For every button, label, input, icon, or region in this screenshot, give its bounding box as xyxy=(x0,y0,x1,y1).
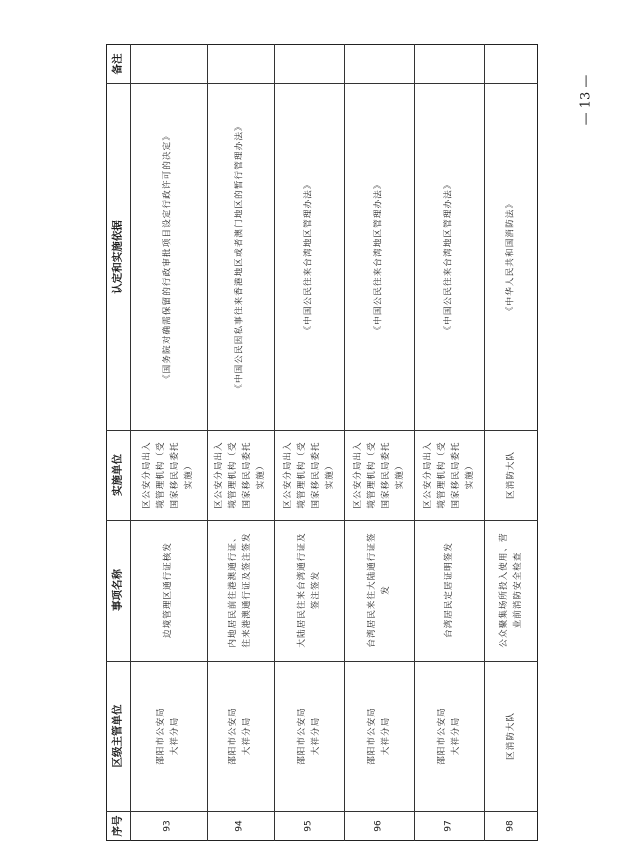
row-item-line: 签注签发 xyxy=(311,570,321,610)
row-item-line: 边境管理区通行证核发 xyxy=(163,542,173,638)
row-dept-line: 邵阳市公安局 xyxy=(228,707,238,765)
row-dept-line: 大祥分局 xyxy=(381,716,391,756)
row-dept-line: 邵阳市公安局 xyxy=(156,707,166,765)
row-basis: 《中华人民共和国消防法》 xyxy=(505,198,516,316)
row-unit xyxy=(140,441,196,508)
row-dept xyxy=(504,712,518,760)
row-divider xyxy=(106,661,538,662)
column-divider xyxy=(414,44,415,841)
row-divider xyxy=(106,520,538,521)
header-item: 事项名称 xyxy=(111,569,124,611)
page-number: — 13 — xyxy=(578,74,594,126)
row-dept-line: 大祥分局 xyxy=(170,716,180,756)
row-item-line: 内地居民前往港澳通行证、 xyxy=(228,532,238,648)
row-dept xyxy=(154,707,182,765)
row-basis: 《中国公民往来台湾地区管理办法》 xyxy=(373,179,384,335)
row-unit-line: 实施） xyxy=(256,460,266,490)
row-basis: 《中国公民因私事往来香港地区或者澳门地区的暂行管理办法》 xyxy=(234,121,245,393)
row-unit-line: 区公安分局出入 xyxy=(283,441,293,509)
column-divider xyxy=(484,44,485,841)
row-seq: 97 xyxy=(443,820,454,832)
row-item-line: 大陆居民往来台湾通行证及 xyxy=(297,532,307,648)
row-item xyxy=(226,532,254,647)
row-dept-line: 区消防大队 xyxy=(506,712,516,760)
row-item-line: 往来港澳通行证及签注签发 xyxy=(242,532,252,648)
row-divider xyxy=(106,430,538,431)
row-dept-line: 大祥分局 xyxy=(242,716,252,756)
row-unit-line: 境管理机构（受 xyxy=(367,441,377,509)
row-item-line: 台湾居民定居证明签发 xyxy=(444,542,454,638)
row-item-line: 发 xyxy=(381,585,391,595)
row-unit-line: 国家移民局委托 xyxy=(242,441,252,509)
header-basis: 认定和实施依据 xyxy=(111,220,124,294)
row-divider xyxy=(106,83,538,84)
column-divider xyxy=(344,44,345,841)
row-unit-line: 实施） xyxy=(325,460,335,490)
row-dept xyxy=(435,707,463,765)
row-unit xyxy=(421,441,477,508)
row-seq: 96 xyxy=(373,820,384,832)
row-item-line: 业前消防安全检查 xyxy=(513,551,523,629)
row-item-line: 公众聚集场所投入使用、营 xyxy=(499,532,509,648)
row-dept-line: 邵阳市公安局 xyxy=(437,707,447,765)
header-dept: 区级主管单位 xyxy=(111,704,124,768)
row-unit-line: 国家移民局委托 xyxy=(311,441,321,509)
row-unit-line: 境管理机构（受 xyxy=(228,441,238,509)
row-unit-line: 境管理机构（受 xyxy=(297,441,307,509)
row-unit-line: 实施） xyxy=(395,460,405,490)
row-unit xyxy=(351,441,407,508)
row-unit-line: 区公安分局出入 xyxy=(142,441,152,509)
header-unit: 实施单位 xyxy=(111,454,124,496)
row-dept-line: 大祥分局 xyxy=(451,716,461,756)
row-basis: 《中国公民往来台湾地区管理办法》 xyxy=(303,179,314,335)
row-divider xyxy=(106,811,538,812)
row-basis: 《国务院对确需保留的行政审批项目设定行政许可的决定》 xyxy=(162,130,173,384)
row-unit-line: 国家移民局委托 xyxy=(170,441,180,509)
row-seq: 94 xyxy=(234,820,245,832)
row-unit-line: 区公安分局出入 xyxy=(214,441,224,509)
row-unit xyxy=(281,441,337,508)
row-seq: 95 xyxy=(303,820,314,832)
row-unit-line: 区公安分局出入 xyxy=(353,441,363,509)
row-basis: 《中国公民往来台湾地区管理办法》 xyxy=(443,179,454,335)
header-seq: 序号 xyxy=(111,815,124,837)
row-dept xyxy=(295,707,323,765)
row-item xyxy=(295,532,323,647)
row-dept-line: 邵阳市公安局 xyxy=(297,707,307,765)
row-item-line: 台湾居民来往大陆通行证签 xyxy=(367,532,377,648)
row-dept-line: 大祥分局 xyxy=(311,716,321,756)
row-unit-line: 国家移民局委托 xyxy=(451,441,461,509)
row-unit xyxy=(212,441,268,508)
row-dept xyxy=(365,707,393,765)
row-item xyxy=(497,532,525,647)
row-dept-line: 邵阳市公安局 xyxy=(367,707,377,765)
header-remark: 备注 xyxy=(111,53,124,75)
column-divider xyxy=(207,44,208,841)
row-item xyxy=(442,542,456,638)
row-unit-line: 境管理机构（受 xyxy=(156,441,166,509)
row-item xyxy=(161,542,175,638)
column-divider xyxy=(130,44,131,841)
row-unit-line: 区公安分局出入 xyxy=(423,441,433,509)
row-unit-line: 实施） xyxy=(465,460,475,490)
row-seq: 98 xyxy=(505,820,516,832)
column-divider xyxy=(274,44,275,841)
row-seq: 93 xyxy=(162,820,173,832)
row-unit-line: 国家移民局委托 xyxy=(381,441,391,509)
row-item xyxy=(365,532,393,647)
row-unit-line: 境管理机构（受 xyxy=(437,441,447,509)
row-dept xyxy=(226,707,254,765)
row-unit-line: 区消防大队 xyxy=(506,451,516,499)
row-unit-line: 实施） xyxy=(184,460,194,490)
row-unit xyxy=(504,451,518,499)
